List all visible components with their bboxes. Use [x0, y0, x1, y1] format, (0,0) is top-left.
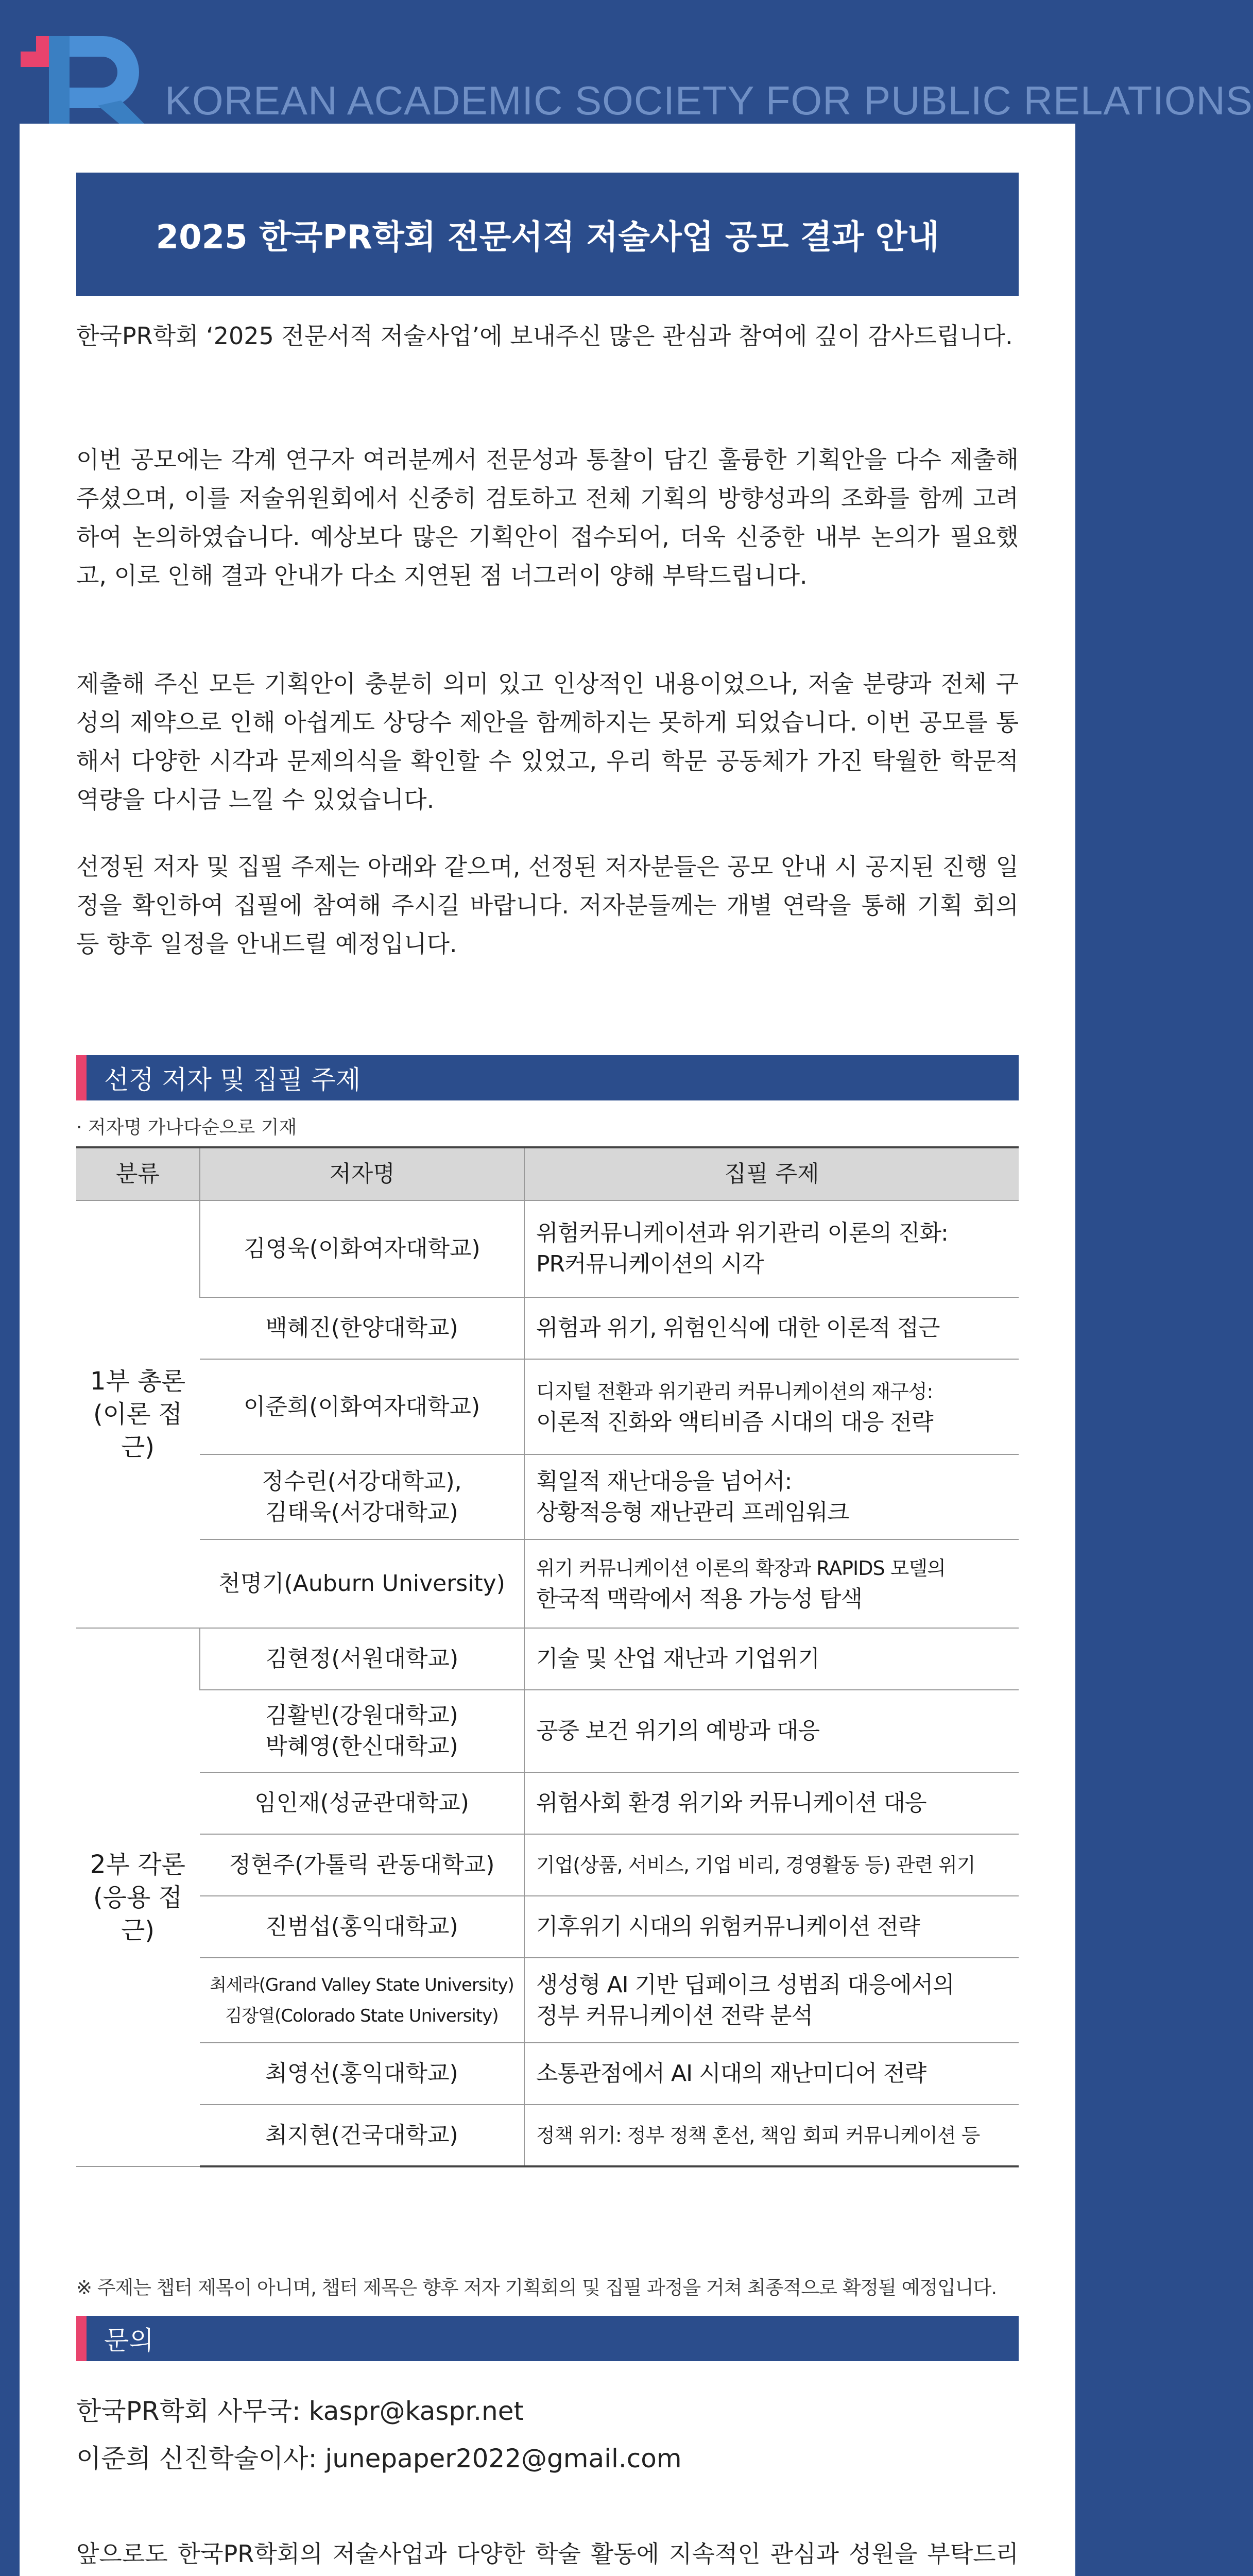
kaspr-logo [21, 15, 155, 134]
author-line: 정수린(서강대학교), [262, 1468, 462, 1495]
heading-accent [76, 2316, 87, 2361]
table-row [76, 1454, 1019, 1539]
table-row [76, 1539, 1019, 1628]
table-row [76, 1359, 1019, 1454]
topic-line: 디지털 전환과 위기관리 커뮤니케이션의 재구성: [536, 1380, 933, 1403]
author-cell: 김현정(서원대학교) [200, 1628, 524, 1690]
table-row [76, 1834, 1019, 1896]
topic-line: 획일적 재난대응을 넘어서: [536, 1468, 792, 1495]
topic-line: 생성형 AI 기반 딥페이크 성범죄 대응에서의 [536, 1971, 954, 1998]
table-row [76, 2043, 1019, 2105]
topic-line: 정책 위기: 정부 정책 혼선, 책임 회피 커뮤니케이션 등 [536, 2124, 980, 2147]
author-cell: 천명기(Auburn University) [200, 1539, 524, 1628]
topic-cell [524, 1834, 1019, 1896]
topic-line: 정부 커뮤니케이션 전략 분석 [536, 2002, 813, 2029]
kaspr-logo-mark [21, 15, 155, 134]
table-row [76, 1896, 1019, 1958]
topic-line: 위기 커뮤니케이션 이론의 확장과 RAPIDS 모델의 [536, 1557, 946, 1580]
column-header-part: 분류 [76, 1147, 200, 1200]
notice-paper [20, 124, 1075, 2576]
topic-cell [524, 1690, 1019, 1772]
topic-cell [524, 1772, 1019, 1834]
table-row [76, 1772, 1019, 1834]
author-line: 김장열(Colorado State University) [225, 2005, 499, 2026]
topic-cell [524, 1297, 1019, 1359]
topic-line: 한국적 맥락에서 적용 가능성 탐색 [536, 1586, 862, 1612]
topic-line: 소통관점에서 AI 시대의 재난미디어 전략 [536, 2060, 926, 2087]
author-cell [200, 1454, 524, 1539]
topic-cell [524, 2105, 1019, 2166]
author-cell: 김영욱(이화여자대학교) [200, 1200, 524, 1297]
table-row [76, 1958, 1019, 2043]
part1-label-line1: 1부 총론 [90, 1367, 185, 1396]
intro-paragraph-1: 한국PR학회 ‘2025 전문서적 저술사업’에 보내주신 많은 관심과 참여에 깊이 감사드립니다. [76, 322, 1013, 350]
topic-cell [524, 1896, 1019, 1958]
inquiry-heading-text: 문의 [104, 2326, 154, 2355]
inquiry-heading [76, 2316, 1019, 2361]
author-cell [200, 1958, 524, 2043]
table-row [76, 1690, 1019, 1772]
topic-cell [524, 1958, 1019, 2043]
author-cell: 이준희(이화여자대학교) [200, 1359, 524, 1454]
author-line: 최세라(Grand Valley State University) [210, 1974, 514, 1995]
topic-cell [524, 2043, 1019, 2105]
heading-accent [76, 1055, 87, 1100]
topic-line: 기업(상품, 서비스, 기업 비리, 경영활동 등) 관련 위기 [536, 1854, 975, 1876]
topic-line: PR커뮤니케이션의 시각 [536, 1251, 764, 1277]
selection-heading [76, 1055, 1019, 1100]
table-row [76, 1200, 1019, 1297]
topic-line: 공중 보건 위기의 예방과 대응 [536, 1718, 819, 1744]
closing-paragraph: 앞으로도 한국PR학회의 저술사업과 다양한 학술 활동에 지속적인 관심과 성원을 부탁드리 [76, 2540, 1019, 2568]
intro-paragraph-2: 이번 공모에는 각계 연구자 여러분께서 전문성과 통찰이 담긴 훌륭한 기획안을 다수 제출해 주셨으며, 이를 저술위원회에서 신중히 검토하고 전체 기획의 방향성과의 조화를 함께 고려하여 논의하였습니다. 예상보다 많은 기획안이 접수되어, 더욱 신중한 내부 논의가 필요했고, 이로 인해 결과 안내가 다소 지연된 점 너그러이 양해 부탁드립니다. [76, 446, 1019, 589]
column-header-topic: 집필 주제 [524, 1147, 1019, 1200]
part1-label [76, 1200, 200, 1628]
topic-line: 기후위기 시대의 위험커뮤니케이션 전략 [536, 1913, 920, 1940]
table-row [76, 1297, 1019, 1359]
topic-line: 기술 및 산업 재난과 기업위기 [536, 1646, 819, 1672]
topic-line: 위험과 위기, 위험인식에 대한 이론적 접근 [536, 1315, 940, 1341]
contact-director: 이준희 신진학술이사: junepaper2022@gmail.com [76, 2444, 682, 2473]
page-title: 2025 한국PR학회 전문서적 저술사업 공모 결과 안내 [76, 173, 1019, 296]
author-cell: 최영선(홍익대학교) [200, 2043, 524, 2105]
topic-line: 위험사회 환경 위기와 커뮤니케이션 대응 [536, 1790, 926, 1816]
author-cell: 정현주(가톨릭 관동대학교) [200, 1834, 524, 1896]
table-footnote: ※ 주제는 챕터 제목이 아니며, 챕터 제목은 향후 저자 기획회의 및 집필 과정을 거쳐 최종적으로 확정될 예정입니다. [76, 2277, 997, 2299]
topic-cell [524, 1539, 1019, 1628]
author-line: 박혜영(한신대학교) [265, 1733, 458, 1759]
table-header-row [76, 1147, 1019, 1200]
topic-cell [524, 1200, 1019, 1297]
author-cell [200, 1690, 524, 1772]
topic-cell [524, 1359, 1019, 1454]
topic-line: 상황적응형 재난관리 프레임워크 [536, 1499, 849, 1526]
author-cell: 임인재(성균관대학교) [200, 1772, 524, 1834]
selection-heading-text: 선정 저자 및 집필 주제 [104, 1065, 361, 1095]
part2-label [76, 1628, 200, 2166]
topic-line: 이론적 진화와 액티비즘 시대의 대응 전략 [536, 1409, 933, 1435]
author-cell: 백혜진(한양대학교) [200, 1297, 524, 1359]
author-cell: 최지현(건국대학교) [200, 2105, 524, 2166]
part1-label-line2: (이론 접근) [93, 1400, 183, 1462]
selection-table [76, 1146, 1019, 2167]
topic-cell [524, 1628, 1019, 1690]
author-line: 김태욱(서강대학교) [265, 1499, 458, 1526]
intro-paragraph-3: 제출해 주신 모든 기획안이 충분히 의미 있고 인상적인 내용이었으나, 저술 분량과 전체 구성의 제약으로 인해 아쉽게도 상당수 제안을 함께하지는 못하게 되었습니다. 이번 공모를 통해서 다양한 시각과 문제의식을 확인할 수 있었고, 우리 학문 공동체가 가진 탁월한 학문적 역량을 다시금 느낄 수 있었습니다. [76, 670, 1019, 814]
table-row [76, 1628, 1019, 1690]
sort-note: · 저자명 가나다순으로 기재 [76, 1117, 297, 1138]
part2-label-line1: 2부 각론 [90, 1850, 185, 1879]
column-header-author: 저자명 [200, 1147, 524, 1200]
intro-paragraph-4: 선정된 저자 및 집필 주제는 아래와 같으며, 선정된 저자분들은 공모 안내 시 공지된 진행 일정을 확인하여 집필에 참여해 주시길 바랍니다. 저자분들께는 개별 연락을 통해 기획 회의 등 향후 일정을 안내드릴 예정입니다. [76, 853, 1019, 958]
org-name-banner: KOREAN ACADEMIC SOCIETY FOR PUBLIC RELATIONS [165, 78, 1253, 123]
author-cell: 진범섭(홍익대학교) [200, 1896, 524, 1958]
author-line: 김활빈(강원대학교) [265, 1702, 458, 1728]
contact-office: 한국PR학회 사무국: kaspr@kaspr.net [76, 2396, 524, 2426]
part2-label-line2: (응용 접근) [93, 1883, 183, 1945]
table-row [76, 2105, 1019, 2166]
topic-cell [524, 1454, 1019, 1539]
topic-line: 위험커뮤니케이션과 위기관리 이론의 진화: [536, 1220, 948, 1246]
